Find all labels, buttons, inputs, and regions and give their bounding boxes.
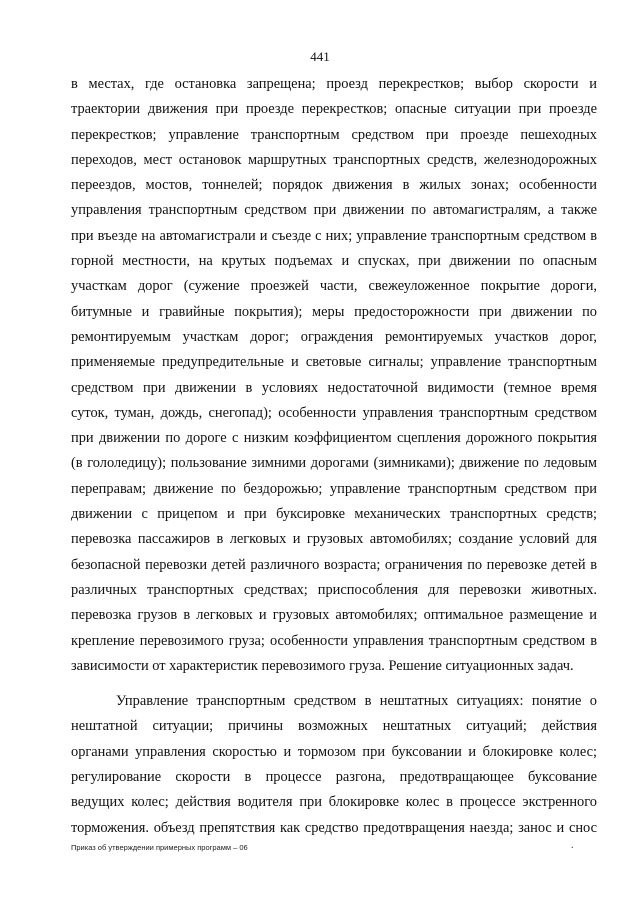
text-line: в местах, где остановка запрещена; проезд перекрестков; выбор скорости и (71, 76, 597, 92)
text-line: применяемые предупредительные и световые сигналы; управление транспортным (71, 354, 597, 371)
text-line: (в гололедицу); пользование зимними дорогами (зимниками); движение по ледовым (71, 455, 597, 472)
document-body (71, 72, 597, 841)
text-line: ведущих колес; действия водителя при блокировке колес в процессе экстренного (71, 794, 597, 811)
text-line: участкам дорог (сужение проезжей части, свежеуложенное покрытие дороги, (71, 278, 597, 295)
text-line: перевозка пассажиров в легковых и грузовых автомобилях; создание условий для (71, 531, 597, 548)
text-line: управления транспортным средством при движении по автомагистралям, а также (71, 202, 597, 219)
text-line: перекрестков; управление транспортным средством при проезде пешеходных (71, 126, 597, 143)
paragraph-2 (71, 689, 597, 841)
text-line: крепление перевозимого груза; особенности управления транспортным средством в (71, 632, 597, 649)
text-line: Управление транспортным средством в нештатных ситуациях: понятие о (116, 693, 597, 710)
text-line: переходов, мест остановок маршрутных транспортных средств, железнодорожных (71, 151, 597, 168)
text-line: регулирование скорости в процессе разгона, предотвращающее буксование (71, 769, 597, 786)
text-line: безопасной перевозки детей различного возраста; ограничения по перевозке детей в (71, 556, 597, 573)
text-line: торможения. объезд препятствия как средство предотвращения наезда; занос и снос (71, 819, 597, 836)
text-line: различных транспортных средствах; приспособления для перевозки животных. (71, 581, 597, 598)
text-line: перевозка грузов в легковых и грузовых автомобилях; оптимальное размещение и (71, 607, 597, 624)
paragraph-1 (71, 72, 597, 679)
text-line: траектории движения при проезде перекрестков; опасные ситуации при проезде (71, 101, 597, 118)
text-line: движении с прицепом и при буксировке механических транспортных средств; (71, 506, 597, 523)
text-line: органами управления скоростью и тормозом при буксовании и блокировке колес; (71, 743, 597, 760)
text-line: битумные и гравийные покрытия); меры предосторожности при движении по (71, 303, 597, 320)
text-line: переправам; движение по бездорожью; управление транспортным средством при (71, 480, 597, 497)
text-line: нештатной ситуации; причины возможных нештатных ситуаций; действия (71, 718, 597, 735)
footer-mark: . (571, 840, 574, 851)
footer-note: Приказ об утверждении примерных программ – 06 (71, 843, 248, 852)
text-line: ремонтируемым участкам дорог; ограждения ремонтируемых участков дорог, (71, 328, 597, 345)
paragraph-gap (71, 679, 597, 689)
text-line: суток, туман, дождь, снегопад); особенности управления транспортным средством (71, 404, 597, 421)
text-line: горной местности, на крутых подъемах и спусках, при движении по опасным (71, 253, 597, 270)
text-line: переездов, мостов, тоннелей; порядок движения в жилых зонах; особенности (71, 177, 597, 194)
text-line: средством при движении в условиях недостаточной видимости (темное время (71, 379, 597, 396)
page-number: 441 (310, 49, 330, 64)
text-line: при въезде на автомагистрали и съезде с них; управление транспортным средством в (71, 227, 597, 244)
text-line: зависимости от характеристик перевозимого груза. Решение ситуационных задач. (71, 657, 574, 674)
text-line: при движении по дороге с низким коэффициентом сцепления дорожного покрытия (71, 430, 597, 447)
